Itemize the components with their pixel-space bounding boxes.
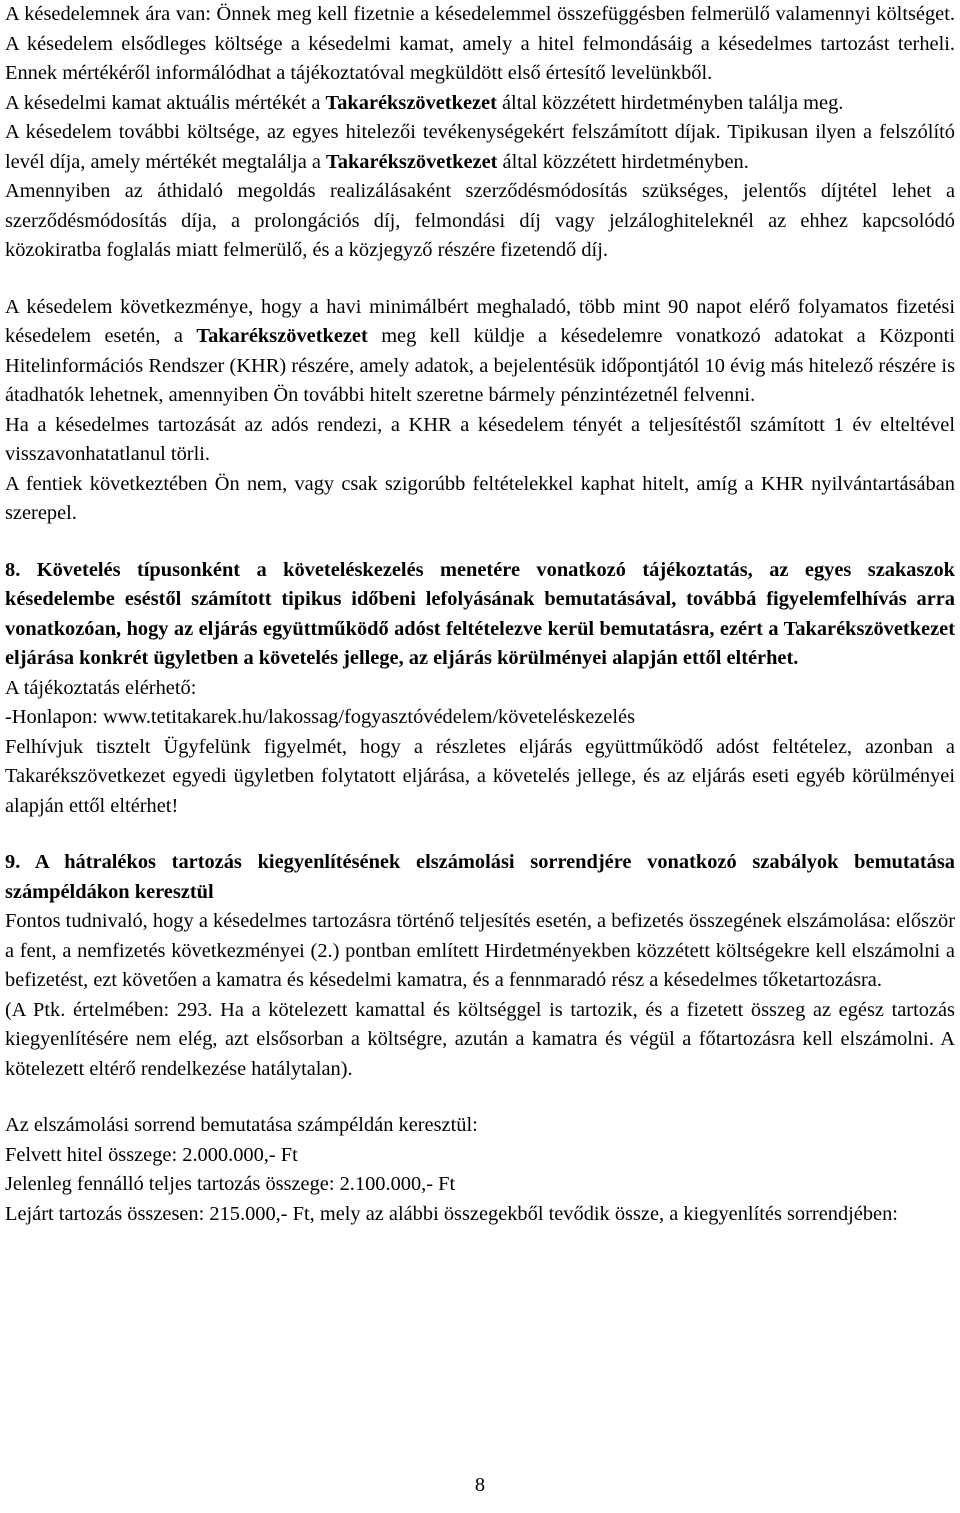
page-number: 8 [474,1474,486,1496]
example-overdue-total: Lejárt tartozás összesen: 215.000,- Ft, mely az alábbi összegekből tevődik össze, a kiegyenlítés sorrendjében: [5,1202,898,1225]
document-page [5,0,955,1229]
paragraph-credit-restriction: A fentiek következtében Ön nem, vagy csak szigorúbb feltételekkel kaphat hitelt, amíg a KHR nyilvántartásában szerepel. [5,472,955,524]
section-9-heading: 9. A hátralékos tartozás kiegyenlítésének elszámolási sorrendjére vonatkozó szabályok bemutatása számpéldákon keresztül [5,851,955,903]
bank-name-bold: Takarékszövetkezet [325,91,497,114]
paragraph-further-costs: A késedelem további költsége, az egyes hitelezői tevékenységekért felszámított díjak. Tipikusan ilyen a felszólító levél díja, amely mértékét megtalálja a Takarékszövetkezet által közzétett hirdetményben. [5,121,955,173]
paragraph-civil-code: (A Ptk. értelmében: 293. Ha a kötelezett kamattal és költséggel is tartozik, és a fizetett összeg az egész tartozás kiegyenlítésére nem elég, azt elsősorban a költségre, azután a kamatra és végül a főtartozásra kell elszámolni. A kötelezett eltérő rendelkezése hatálytalan). [5,998,955,1080]
paragraph-late-cost: A késedelemnek ára van: Önnek meg kell fizetnie a késedelemmel összefüggésben felmerülő valamennyi költséget. A késedelem elsődleges költsége a késedelmi kamat, amely a hitel felmondásáig a késedelmes tartozást terheli. Ennek mértékéről informálódhat a tájékoztatóval megküldött első értesítő levelünkből. [5,3,955,84]
paragraph-khr-consequence: A késedelem következménye, hogy a havi minimálbért meghaladó, több mint 90 napot elérő folyamatos fizetési késedelem esetén, a Takarékszövetkezet meg kell küldje a késedelemre vonatkozó adatokat a Központi Hitelinformációs Rendszer (KHR) részére, amely adatok, a bejelentésük időpontjától 10 évig más hitelező részére is átadhatók lehetnek, amennyiben Ön további hitelt szeretne bármely pénzintézetnél felvenni. [5,295,955,406]
section-8-heading: 8. Követelés típusonként a követeléskezelés menetére vonatkozó tájékoztatás, az egyes szakaszok késedelembe eséstől számított tipikus időbeni lefolyásának bemutatásával, továbbá figyelemfelhívás arra vonatkozóan, hogy az eljárás együttműködő adóst feltételezve kerül bemutatásra, ezért a Takarékszövetkezet eljárása konkrét ügyletben a követelés jellege, az eljárás körülményei alapján ettől eltérhet. [5,558,955,669]
website-reference: -Honlapon: www.tetitakarek.hu/lakossag/fogyasztóvédelem/követeléskezelés [5,706,636,728]
example-current-debt: Jelenleg fennálló teljes tartozás összege: 2.100.000,- Ft [5,1173,456,1195]
paragraph-khr-deletion: Ha a késedelmes tartozását az adós rendezi, a KHR a késedelem tényét a teljesítéstől számított 1 év elteltével visszavonhatatlanul törli. [5,413,955,465]
example-loan-amount: Felvett hitel összege: 2.000.000,- Ft [5,1143,298,1166]
paragraph-settlement-order: Fontos tudnivaló, hogy a késedelmes tartozásra történő teljesítés esetén, a befizetés összegének elszámolása: először a fent, a nemfizetés következményei (2.) pontban említett Hirdetményekben közzétett költségekre kell elszámolni a befizetést, ezt követően a kamatra és késedelmi kamatra, és a fennmaradó rész a késedelmes tőketartozásra. [5,910,955,991]
info-available-label: A tájékoztatás elérhető: [5,676,197,699]
paragraph-contract-modification: Amennyiben az áthidaló megoldás realizálásaként szerződésmódosítás szükséges, jelentős díjtétel lehet a szerződésmódosítás díja, a prolongációs díj, felmondási díj vagy jelzáloghiteleknél az ehhez kapcsolódó közokiratba foglalás miatt felmerülő, és a közjegyző részére fizetendő díj. [5,180,955,261]
example-intro: Az elszámolási sorrend bemutatása számpéldán keresztül: [5,1114,478,1136]
paragraph-late-interest: A késedelmi kamat aktuális mértékét a Takarékszövetkezet által közzétett hirdetményben találja meg. [5,91,844,114]
bank-name-bold: Takarékszövetkezet [196,325,368,347]
notice-paragraph: Felhívjuk tisztelt Ügyfelünk figyelmét, hogy a részletes eljárás együttműködő adóst feltételez, azonban a Takarékszövetkezet egyedi ügyletben folytatott eljárása, a követelés jellege, és az eljárás eseti egyéb körülményei alapján ettől eltérhet! [5,735,955,817]
bank-name-bold: Takarékszövetkezet [326,150,498,173]
